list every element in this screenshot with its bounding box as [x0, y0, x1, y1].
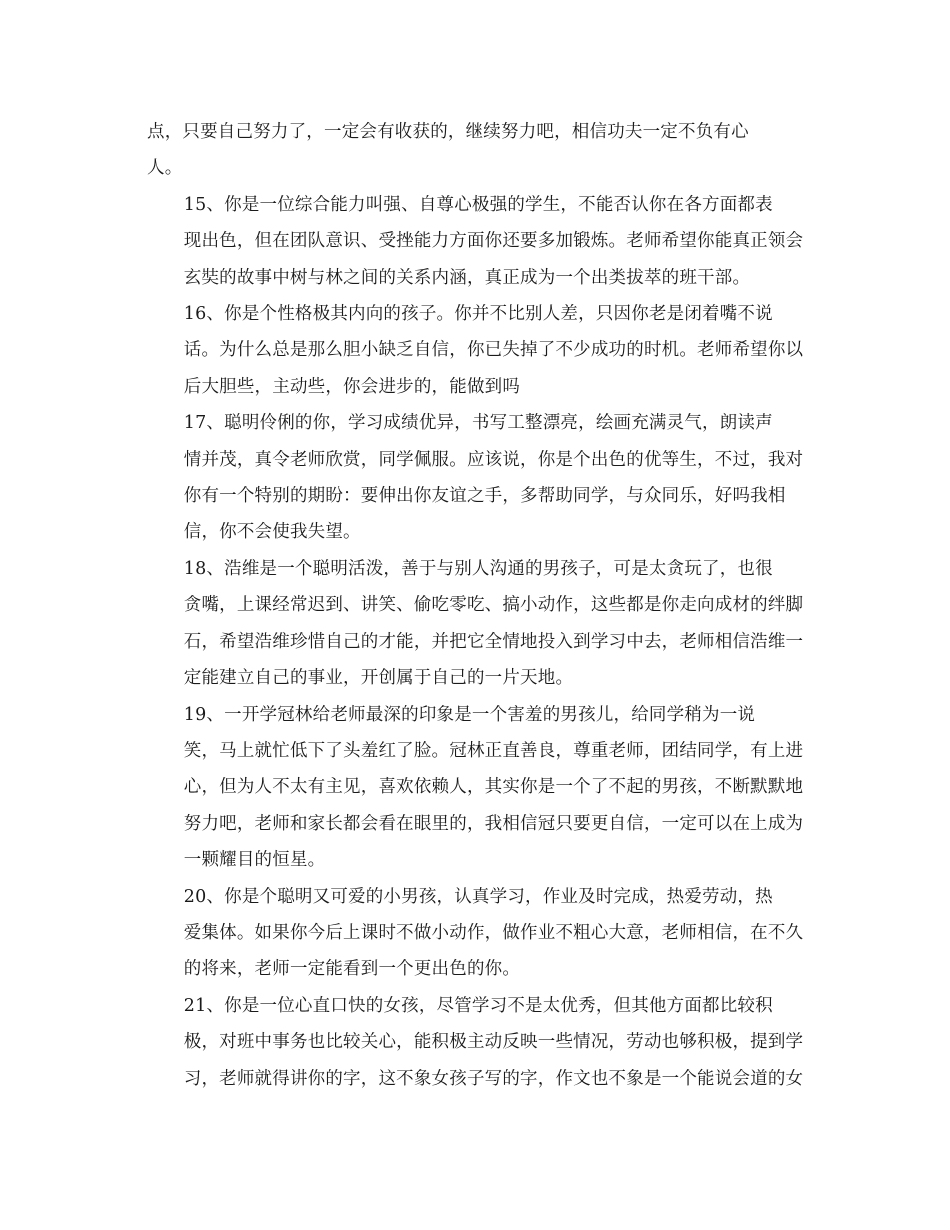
paragraph-15 — [147, 187, 807, 296]
text-line: 情并茂，真令老师欣赏，同学佩服。应该说，你是个出色的优等生，不过，我对 — [183, 449, 804, 470]
document-body — [147, 114, 807, 1097]
text-line: 20、你是个聪明又可爱的小男孩，认真学习，作业及时完成，热爱劳动，热 — [183, 886, 773, 907]
paragraph-17 — [147, 405, 807, 551]
text-line: 习，老师就得讲你的字，这不象女孩子写的字，作文也不象是一个能说会道的女 — [183, 1068, 804, 1089]
paragraph-21 — [147, 988, 807, 1097]
text-line: 玄奘的故事中树与林之间的关系内涵，真正成为一个出类拔萃的班干部。 — [183, 267, 751, 288]
text-line: 心，但为人不太有主见，喜欢依赖人，其实你是一个了不起的男孩，不断默默地 — [183, 777, 804, 798]
text-line: 现出色，但在团队意识、受挫能力方面你还要多加锻炼。老师希望你能真正领会 — [183, 231, 804, 252]
text-line: 努力吧，老师和家长都会看在眼里的，我相信冠只要更自信，一定可以在上成为 — [183, 813, 804, 834]
text-line: 16、你是个性格极其内向的孩子。你并不比别人差，只因你老是闭着嘴不说 — [183, 304, 773, 325]
text-line: 极，对班中事务也比较关心，能积极主动反映一些情况，劳动也够积极，提到学 — [183, 1032, 804, 1053]
paragraph-continued — [147, 114, 807, 187]
text-line: 笑，马上就忙低下了头羞红了脸。冠林正直善良，尊重老师，团结同学，有上进 — [183, 740, 804, 761]
text-line: 15、你是一位综合能力叫强、自尊心极强的学生，不能否认你在各方面都表 — [183, 194, 773, 215]
text-line: 贪嘴，上课经常迟到、讲笑、偷吃零吃、搞小动作，这些都是你走向成材的绊脚 — [183, 595, 804, 616]
text-line: 一颗耀目的恒星。 — [183, 850, 326, 871]
text-line: 18、浩维是一个聪明活泼，善于与别人沟通的男孩子，可是太贪玩了，也很 — [183, 558, 773, 579]
paragraph-16 — [147, 296, 807, 405]
text-line: 你有一个特别的期盼：要伸出你友谊之手，多帮助同学，与众同乐，好吗我相 — [183, 486, 786, 507]
text-line: 石，希望浩维珍惜自己的才能，并把它全情地投入到学习中去，老师相信浩维一 — [183, 631, 804, 652]
text-line: 话。为什么总是那么胆小缺乏自信，你已失掉了不少成功的时机。老师希望你以 — [183, 340, 804, 361]
text-line: 定能建立自己的事业，开创属于自己的一片天地。 — [183, 668, 574, 689]
text-line: 人。 — [147, 158, 183, 179]
text-line: 19、一开学冠林给老师最深的印象是一个害羞的男孩儿，给同学稍为一说 — [183, 704, 756, 725]
text-line: 信，你不会使我失望。 — [183, 522, 361, 543]
text-line: 爱集体。如果你今后上课时不做小动作，做作业不粗心大意，老师相信，在不久 — [183, 922, 804, 943]
text-line: 点，只要自己努力了，一定会有收获的，继续努力吧，相信功夫一定不负有心 — [147, 122, 749, 142]
paragraph-20 — [147, 879, 807, 988]
text-line: 21、你是一位心直口快的女孩，尽管学习不是太优秀，但其他方面都比较积 — [183, 995, 773, 1016]
paragraph-18 — [147, 551, 807, 697]
text-line: 后大胆些，主动些，你会进步的，能做到吗 — [183, 376, 521, 397]
text-line: 的将来，老师一定能看到一个更出色的你。 — [183, 959, 521, 980]
paragraph-19 — [147, 697, 807, 879]
text-line: 17、聪明伶俐的你，学习成绩优异，书写工整漂亮，绘画充满灵气，朗读声 — [183, 413, 773, 434]
